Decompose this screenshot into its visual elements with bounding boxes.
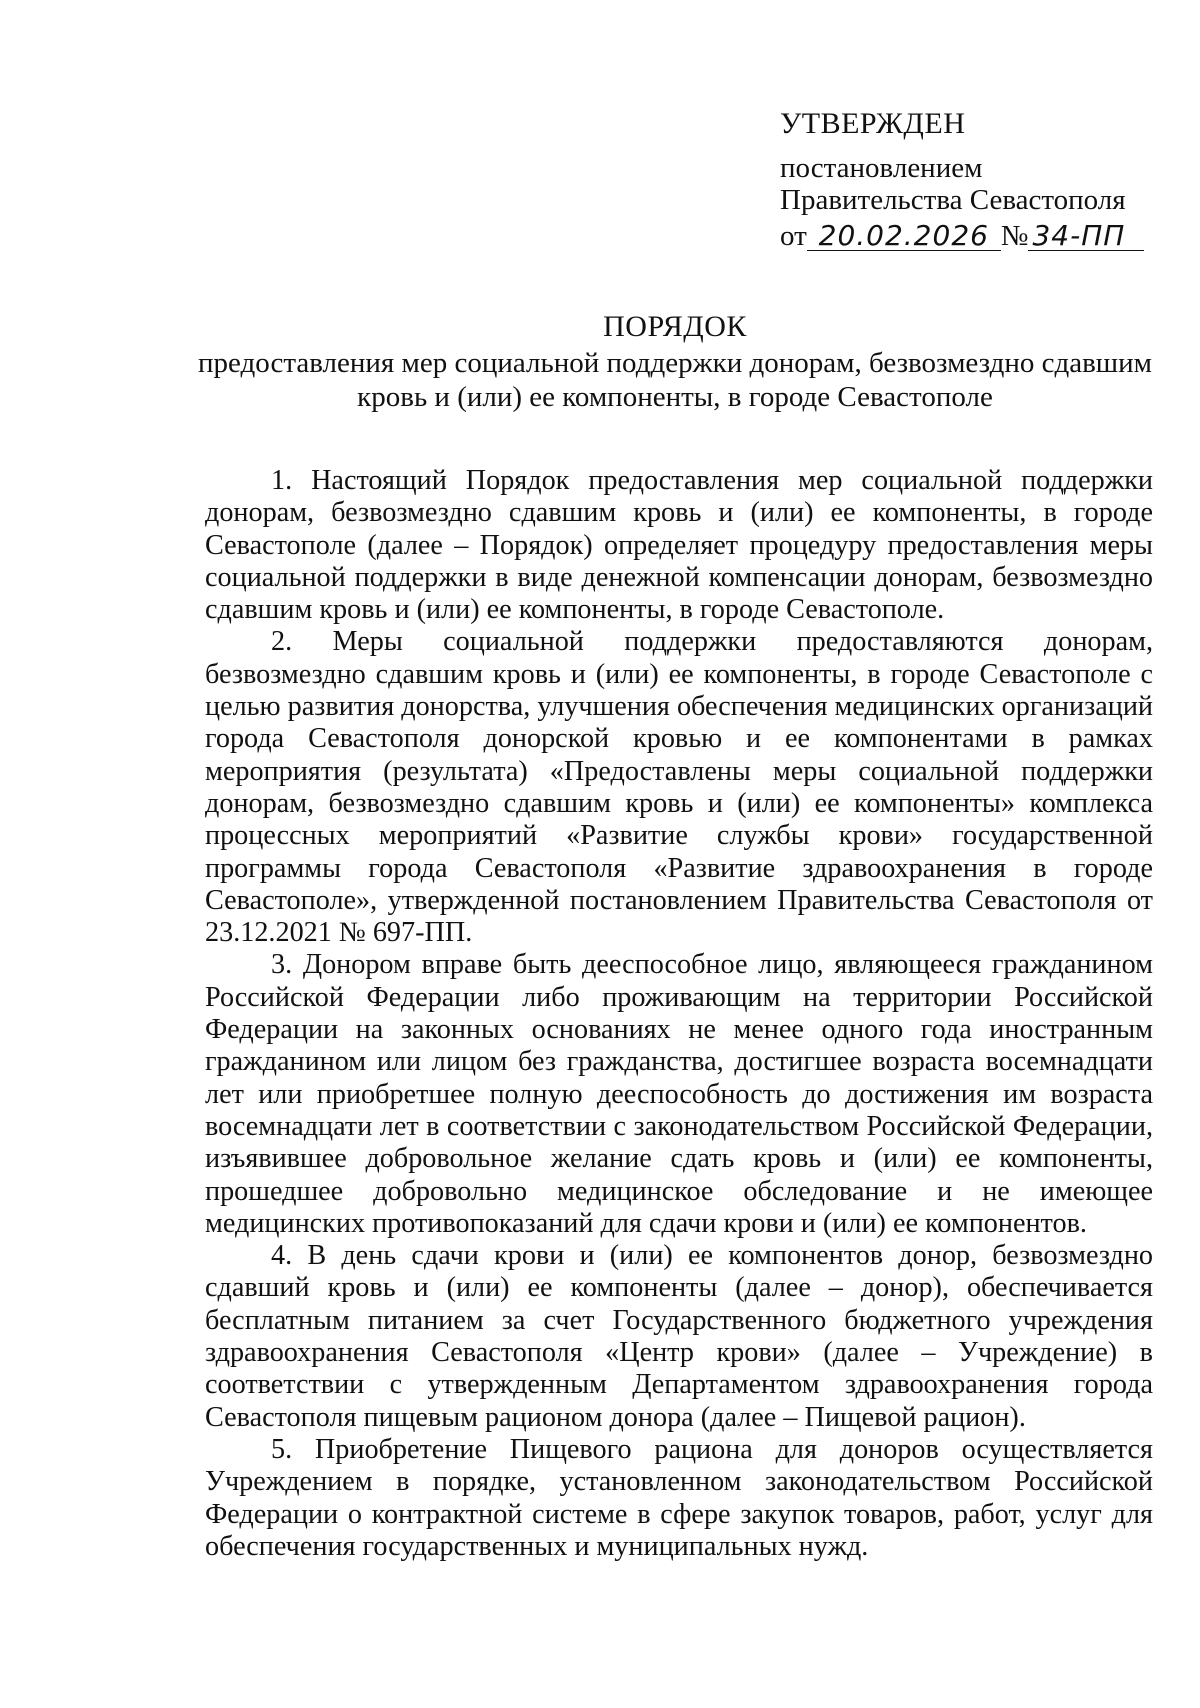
- paragraph-1: 1. Настоящий Порядок предоставления мер социальной поддержки донорам, безвозмездно сдавшим кровь и (или) ее компоненты, в городе Севастополе (далее – Порядок) определяет процедуру предоставления меры социальной поддержки в виде денежной компенсации донорам, безвозмездно сдавшим кровь и (или) ее компоненты, в городе Севастополе.: [205, 465, 1153, 626]
- number-prefix: №: [1000, 220, 1029, 252]
- handwritten-number: 34-ПП: [1028, 222, 1144, 251]
- handwritten-date: 20.02.2026: [807, 222, 1001, 251]
- document-subtitle-line-2: кровь и (или) ее компоненты, в городе Севастополе: [357, 381, 993, 413]
- paragraph-5: 5. Приобретение Пищевого рациона для доноров осуществляется Учреждением в порядке, установленном законодательством Российской Федерации о контрактной системе в сфере закупок товаров, работ, услуг для обеспечения государственных и муниципальных нужд.: [205, 1433, 1153, 1562]
- document-title: ПОРЯДОК: [603, 310, 747, 343]
- paragraph-4: 4. В день сдачи крови и (или) ее компонентов донор, безвозмездно сдавший кровь и (или) ее компоненты (далее – донор), обеспечивается бесплатным питанием за счет Государственного бюджетного учреждения здравоохранения Севастополя «Центр крови» (далее – Учреждение) в соответствии с утвержденным Департаментом здравоохранения города Севастополя пищевым рационом донора (далее – Пищевой рацион).: [205, 1240, 1153, 1433]
- approval-line-government: Правительства Севастополя: [780, 184, 1126, 216]
- approval-line-decree: постановлением: [780, 152, 983, 184]
- paragraph-3: 3. Донором вправе быть дееспособное лицо, являющееся гражданином Российской Федерации либо проживающим на территории Российской Федерации на законных основаниях не менее одного года иностранным гражданином или лицом без гражданства, достигшее возраста восемнадцати лет или приобретшее полную дееспособность до достижения им возраста восемнадцати лет в соответствии с законодательством Российской Федерации, изъявившее добровольное желание сдать кровь и (или) ее компоненты, прошедшее добровольно медицинское обследование и не имеющее медицинских противопоказаний для сдачи крови и (или) ее компонентов.: [205, 949, 1153, 1239]
- approval-heading: УТВЕРЖДЕН: [780, 107, 966, 140]
- document-body: [205, 465, 1153, 1563]
- date-prefix: от: [780, 220, 807, 252]
- approval-date-line: [780, 220, 1180, 252]
- paragraph-2: 2. Меры социальной поддержки предоставляются донорам, безвозмездно сдавшим кровь и (или) ее компоненты, в городе Севастополе с целью развития донорства, улучшения обеспечения медицинских организаций города Севастополя донорской кровью и ее компонентами в рамках мероприятия (результата) «Предоставлены меры социальной поддержки донорам, безвозмездно сдавшим кровь и (или) ее компоненты» комплекса процессных мероприятий «Развитие службы крови» государственной программы города Севастополя «Развитие здравоохранения в городе Севастополе», утвержденной постановлением Правительства Севастополя от 23.12.2021 № 697-ПП.: [205, 626, 1153, 949]
- approval-stamp-block: [780, 108, 1180, 252]
- document-subtitle-line-1: предоставления мер социальной поддержки донорам, безвозмездно сдавшим: [197, 347, 1152, 379]
- document-title-block: [150, 310, 1200, 414]
